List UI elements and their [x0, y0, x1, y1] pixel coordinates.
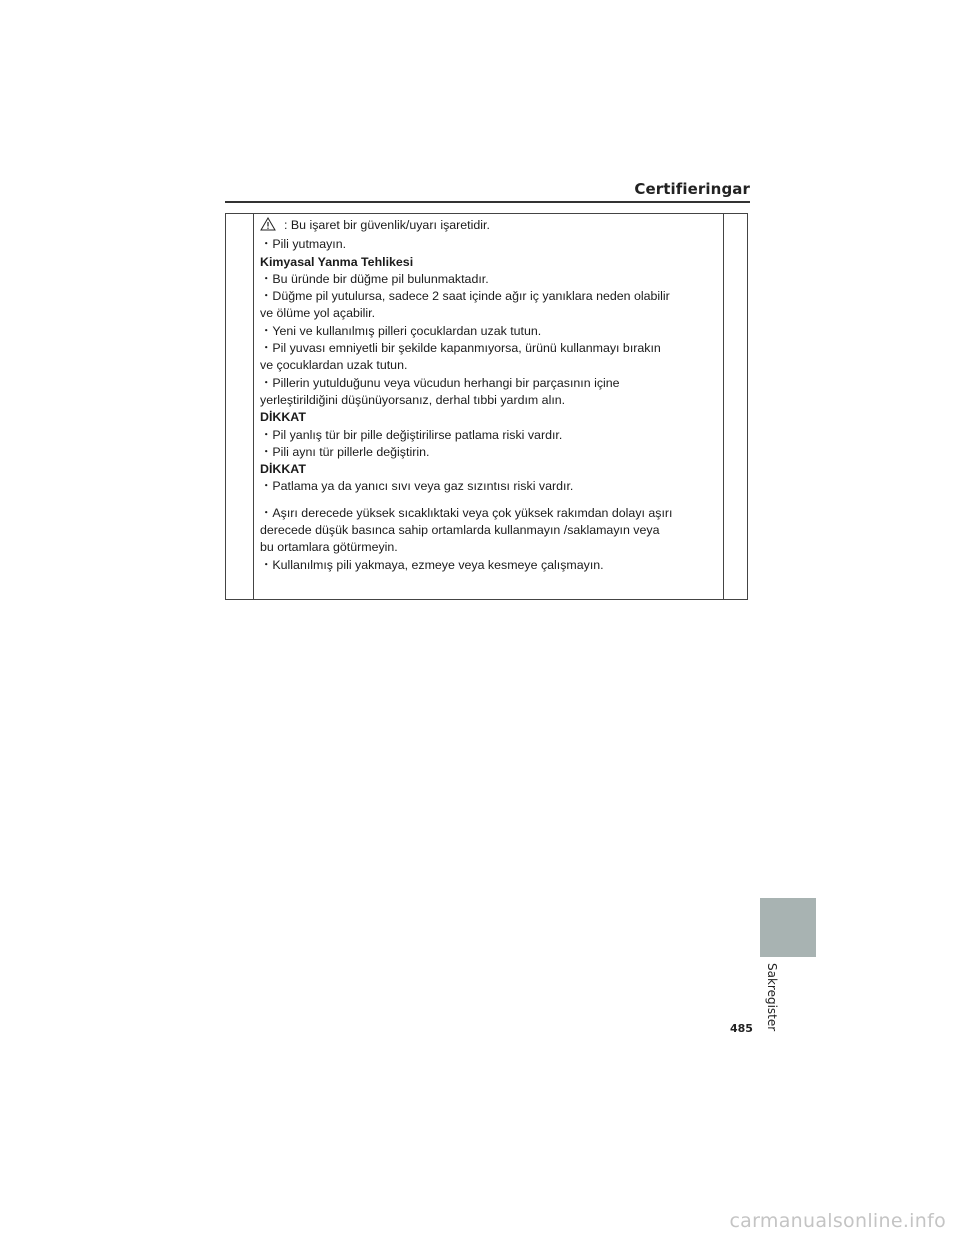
notice-heading	[260, 254, 720, 271]
notice-line	[260, 375, 720, 392]
notice-line-text: DİKKAT	[260, 410, 306, 425]
notice-heading	[260, 409, 720, 426]
table-right-column-divider	[723, 214, 724, 599]
notice-line-text: ・Pili yutmayın.	[260, 237, 347, 252]
notice-line	[260, 271, 720, 288]
notice-line-text: ve ölüme yol açabilir.	[260, 306, 376, 321]
safety-notice-text	[260, 217, 720, 574]
notice-line-text: ・Kullanılmış pili yakmaya, ezmeye veya kesmeye çalışmayın.	[260, 557, 604, 572]
section-tab-label: Sakregister	[765, 963, 779, 1032]
notice-line	[260, 444, 720, 461]
notice-line-text: ・Pili aynı tür pillerle değiştirin.	[260, 444, 430, 459]
notice-line-text: ・Pil yanlış tür bir pille değiştirilirse patlama riski vardır.	[260, 427, 563, 442]
warning-triangle-icon	[260, 217, 276, 236]
notice-line	[260, 236, 720, 253]
notice-line	[260, 427, 720, 444]
page-number: 485	[730, 1022, 753, 1035]
notice-line	[260, 288, 720, 305]
notice-line-text: derecede düşük basınca sahip ortamlarda kullanmayın /saklamayın veya	[260, 523, 660, 538]
notice-line	[260, 392, 720, 409]
notice-line-text: ve çocuklardan uzak tutun.	[260, 358, 408, 373]
notice-line-text: Kimyasal Yanma Tehlikesi	[260, 254, 414, 269]
notice-line	[260, 539, 720, 556]
notice-line-text: bu ortamlara götürmeyin.	[260, 540, 398, 555]
notice-line	[260, 323, 720, 340]
notice-line-text: : Bu işaret bir güvenlik/uyarı işaretidir.	[284, 218, 490, 232]
notice-line	[260, 478, 720, 495]
notice-line-text: ・Patlama ya da yanıcı sıvı veya gaz sızıntısı riski vardır.	[260, 479, 574, 494]
notice-line-text: ・Yeni ve kullanılmış pilleri çocuklardan uzak tutun.	[260, 323, 542, 338]
notice-line-text: ・Bu üründe bir düğme pil bulunmaktadır.	[260, 271, 489, 286]
notice-line	[260, 505, 720, 522]
notice-line	[260, 305, 720, 322]
table-left-column-divider	[253, 214, 254, 599]
notice-line-text: yerleştirildiğini düşünüyorsanız, derhal tıbbi yardım alın.	[260, 392, 566, 407]
notice-line	[260, 340, 720, 357]
watermark: carmanualsonline.info	[729, 1210, 946, 1232]
notice-heading	[260, 461, 720, 478]
paragraph-spacer	[260, 496, 720, 505]
notice-line-text: ・Pil yuvası emniyetli bir şekilde kapanmıyorsa, ürünü kullanmayı bırakın	[260, 341, 661, 356]
notice-line	[260, 522, 720, 539]
section-tab	[760, 898, 816, 957]
header-divider	[225, 201, 750, 203]
notice-line-text: DİKKAT	[260, 462, 306, 477]
section-title: Certifieringar	[634, 180, 750, 198]
notice-line	[260, 357, 720, 374]
notice-line-text: ・Düğme pil yutulursa, sadece 2 saat içinde ağır iç yanıklara neden olabilir	[260, 289, 670, 304]
notice-line-text: ・Pillerin yutulduğunu veya vücudun herhangi bir parçasının içine	[260, 375, 620, 390]
safety-notice-table	[225, 213, 748, 600]
notice-line	[260, 217, 720, 236]
notice-line	[260, 557, 720, 574]
notice-line-text: ・Aşırı derecede yüksek sıcaklıktaki veya çok yüksek rakımdan dolayı aşırı	[260, 505, 673, 520]
